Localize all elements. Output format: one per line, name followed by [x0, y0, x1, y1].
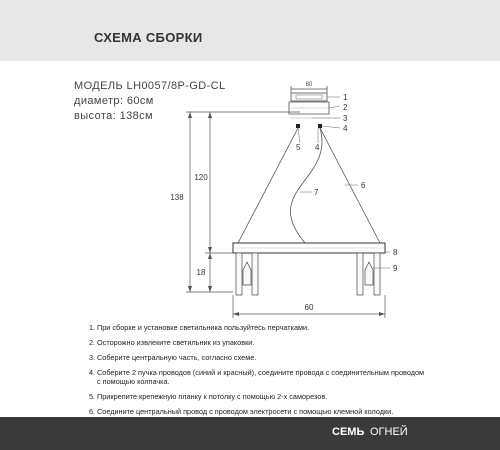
callout-4: 4	[343, 124, 348, 133]
instruction-4: 4. Соберите 2 пучка проводов (синий и красный), соедините провода с соединительным проводом с помощью колпачка.	[89, 368, 425, 386]
screw-left	[296, 124, 300, 128]
callout-2: 2	[343, 103, 348, 112]
right-crystal-1	[357, 253, 363, 295]
dim-total-text: 138	[170, 193, 184, 202]
instruction-6: 6. Соедините центральный провод с проводом электросети с помощью клемной колодки.	[89, 407, 394, 416]
instructions-list	[89, 323, 429, 422]
left-bulb	[243, 262, 251, 285]
cable-right	[320, 128, 380, 243]
dim-lower-text: 18	[196, 268, 206, 277]
callout-6: 6	[361, 181, 366, 190]
callout-5: 5	[296, 143, 301, 152]
left-crystal-group	[236, 253, 258, 295]
height-label: высота: 138см	[74, 110, 154, 122]
brand-footer	[0, 417, 500, 450]
callout-9: 9	[393, 264, 398, 273]
left-crystal-1	[236, 253, 242, 295]
instruction-3: 3. Соберите центральную часть, согласно схеме.	[89, 353, 257, 362]
page-title: СХЕМА СБОРКИ	[94, 30, 203, 45]
dim-width-text: 80	[305, 82, 313, 88]
callout-4b: 4	[315, 143, 320, 152]
brand-logo-light: ОГНЕЙ	[370, 426, 408, 438]
callout-8: 8	[393, 248, 398, 257]
instruction-5: 5. Прикрепите крепежную планку к потолку с помощью 2-х саморезов.	[89, 392, 328, 401]
screw-right	[318, 124, 322, 128]
diameter-label: диаметр: 60см	[74, 95, 154, 107]
callout-3: 3	[343, 114, 348, 123]
ceiling-plate-inner	[296, 95, 322, 99]
model-label: МОДЕЛЬ LH0057/8P-GD-CL	[74, 80, 226, 92]
cable-left	[238, 128, 298, 243]
instruction-1: 1. При сборке и установке светильника пользуйтесь перчатками.	[89, 323, 310, 332]
right-crystal-group	[357, 253, 380, 295]
brand-logo-bold: СЕМЬ	[332, 426, 365, 438]
callout-7: 7	[314, 188, 319, 197]
instruction-2: 2. Осторожно извлеките светильник из упаковки.	[89, 338, 255, 347]
dim-diameter-text: 60	[304, 303, 314, 312]
right-crystal-2	[374, 253, 380, 295]
left-crystal-2	[252, 253, 258, 295]
callout-1: 1	[343, 93, 348, 102]
dim-upper-text: 120	[194, 173, 208, 182]
right-bulb	[365, 262, 373, 285]
